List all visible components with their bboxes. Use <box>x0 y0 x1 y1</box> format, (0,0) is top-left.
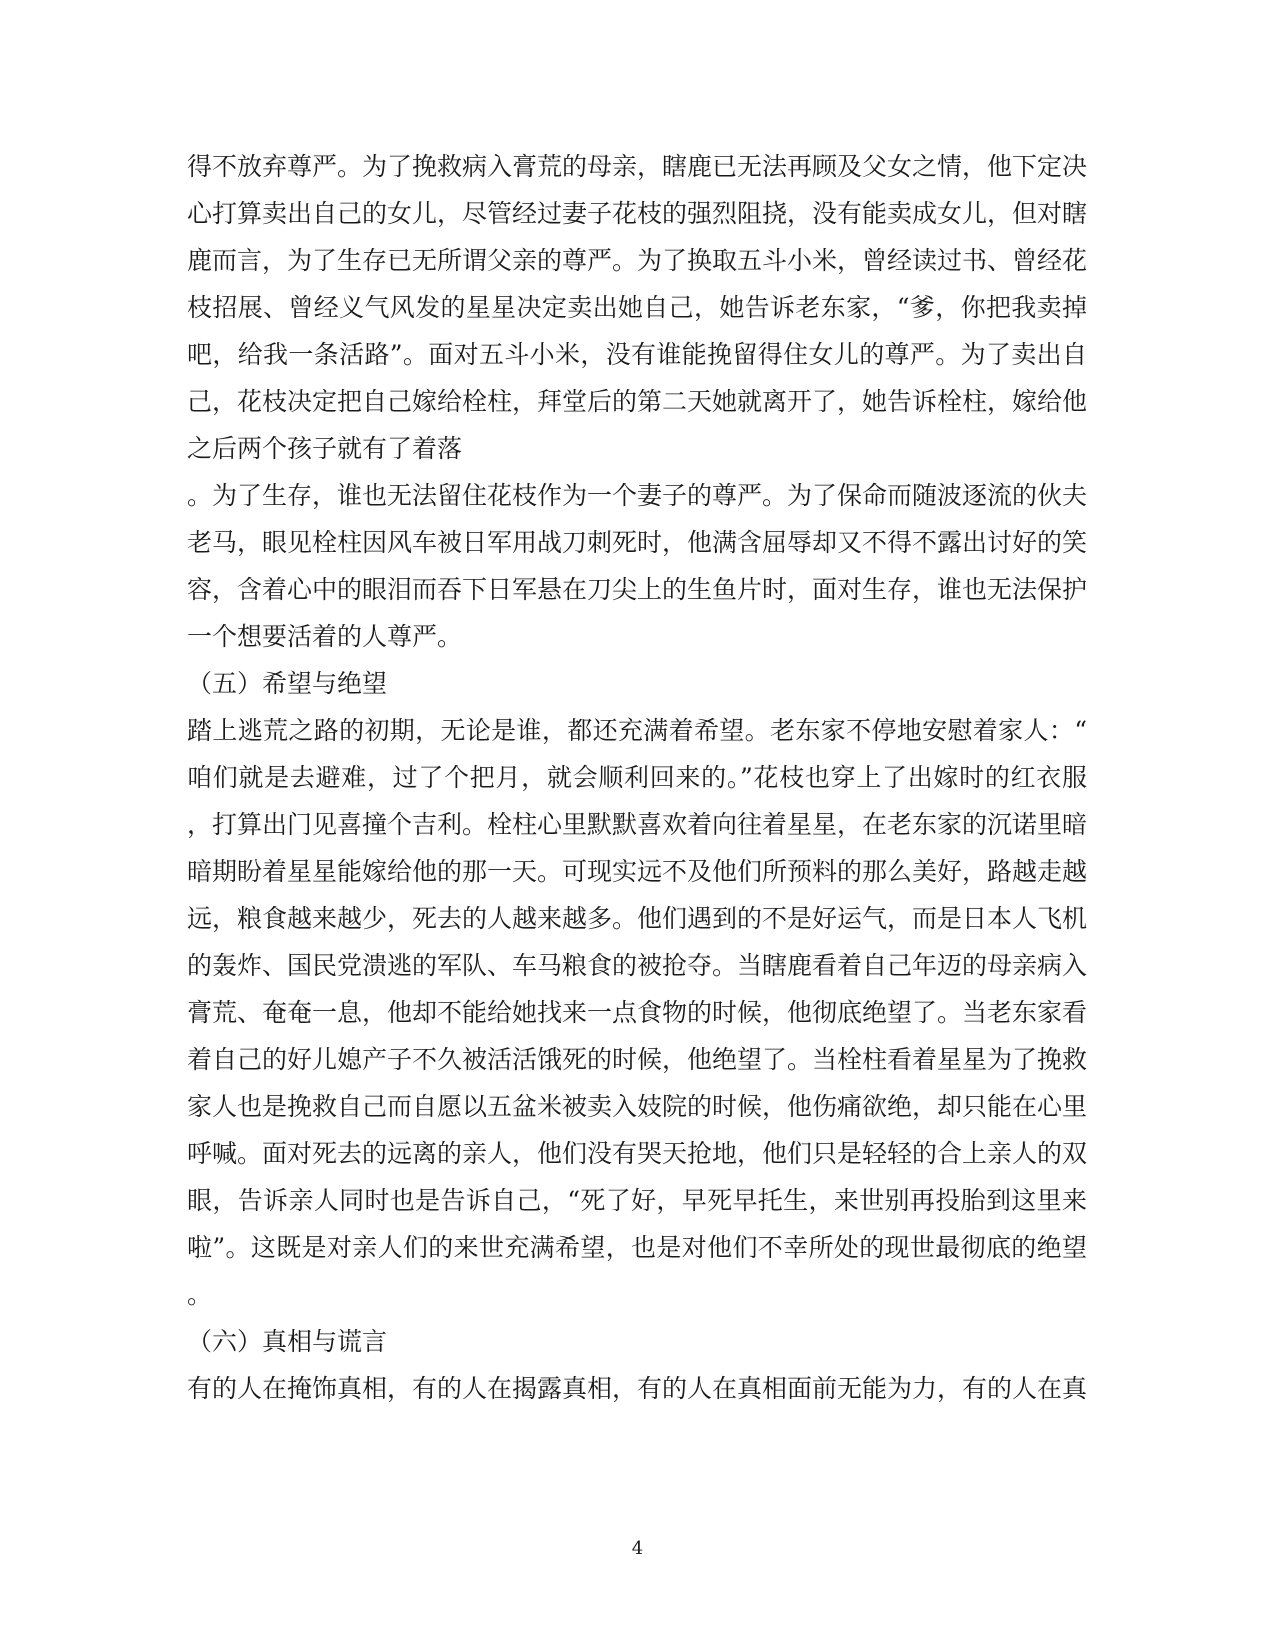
paragraph-line: 得不放弃尊严。为了挽救病入膏荒的母亲，瞎鹿已无法再顾及父女之情，他下定决 <box>187 152 1088 181</box>
paragraph-line: 膏荒、奄奄一息，他却不能给她找来一点食物的时候，他彻底绝望了。当老东家看 <box>187 998 1088 1027</box>
paragraph-line: 枝招展、曾经义气风发的星星决定卖出她自己，她告诉老东家，“爹，你把我卖掉 <box>187 293 1087 322</box>
paragraph-line: 容，含着心中的眼泪而吞下日军悬在刀尖上的生鱼片时，面对生存，谁也无法保护 <box>187 575 1088 604</box>
paragraph-line: 吧，给我一条活路”。面对五斗小米，没有谁能挽留得住女儿的尊严。为了卖出自 <box>187 340 1087 369</box>
paragraph-line: 着自己的好儿媳产子不久被活活饿死的时候，他绝望了。当栓柱看着星星为了挽救 <box>187 1045 1088 1074</box>
paragraph-line: 的轰炸、国民党溃逃的军队、车马粮食的被抢夺。当瞎鹿看着自己年迈的母亲病入 <box>187 951 1088 980</box>
section-heading: （五）希望与绝望 <box>187 669 388 698</box>
paragraph-line: 之后两个孩子就有了着落 <box>187 434 463 463</box>
section-heading: （六）真相与谎言 <box>187 1327 388 1356</box>
paragraph-line: 暗期盼着星星能嫁给他的那一天。可现实远不及他们所预料的那么美好，路越走越 <box>187 857 1088 886</box>
paragraph-line: 呼喊。面对死去的远离的亲人，他们没有哭天抢地，他们只是轻轻的合上亲人的双 <box>187 1139 1088 1168</box>
paragraph-line: 老马，眼见栓柱因风车被日军用战刀刺死时，他满含屈辱却又不得不露出讨好的笑 <box>187 528 1088 557</box>
paragraph-line: 。 <box>187 1280 213 1309</box>
paragraph-line: 。为了生存，谁也无法留住花枝作为一个妻子的尊严。为了保命而随波逐流的伙夫 <box>187 481 1088 510</box>
paragraph-line: 眼，告诉亲人同时也是告诉自己，“死了好，早死早托生，来世别再投胎到这里来 <box>187 1186 1087 1215</box>
paragraph-line: 一个想要活着的人尊严。 <box>187 622 463 651</box>
paragraph-line: 远，粮食越来越少，死去的人越来越多。他们遇到的不是好运气，而是日本人飞机 <box>187 904 1088 933</box>
paragraph-line: 鹿而言，为了生存已无所谓父亲的尊严。为了换取五斗小米，曾经读过书、曾经花 <box>187 246 1088 275</box>
paragraph-line: 咱们就是去避难，过了个把月，就会顺利回来的。”花枝也穿上了出嫁时的红衣服 <box>187 763 1087 792</box>
page-number: 4 <box>631 1538 644 1559</box>
paragraph-line: 有的人在掩饰真相，有的人在揭露真相，有的人在真相面前无能为力，有的人在真 <box>187 1374 1088 1403</box>
paragraph-line: 啦”。这既是对亲人们的来世充满希望，也是对他们不幸所处的现世最彻底的绝望 <box>187 1233 1087 1262</box>
paragraph-line: 心打算卖出自己的女儿，尽管经过妻子花枝的强烈阻挠，没有能卖成女儿，但对瞎 <box>187 199 1088 228</box>
paragraph-line: 己，花枝决定把自己嫁给栓柱，拜堂后的第二天她就离开了，她告诉栓柱，嫁给他 <box>187 387 1088 416</box>
paragraph-line: 家人也是挽救自己而自愿以五盆米被卖入妓院的时候，他伤痛欲绝，却只能在心里 <box>187 1092 1088 1121</box>
paragraph-line: 踏上逃荒之路的初期，无论是谁，都还充满着希望。老东家不停地安慰着家人：“ <box>187 716 1087 745</box>
paragraph-line: ，打算出门见喜撞个吉利。栓柱心里默默喜欢着向往着星星，在老东家的沉诺里暗 <box>187 810 1088 839</box>
